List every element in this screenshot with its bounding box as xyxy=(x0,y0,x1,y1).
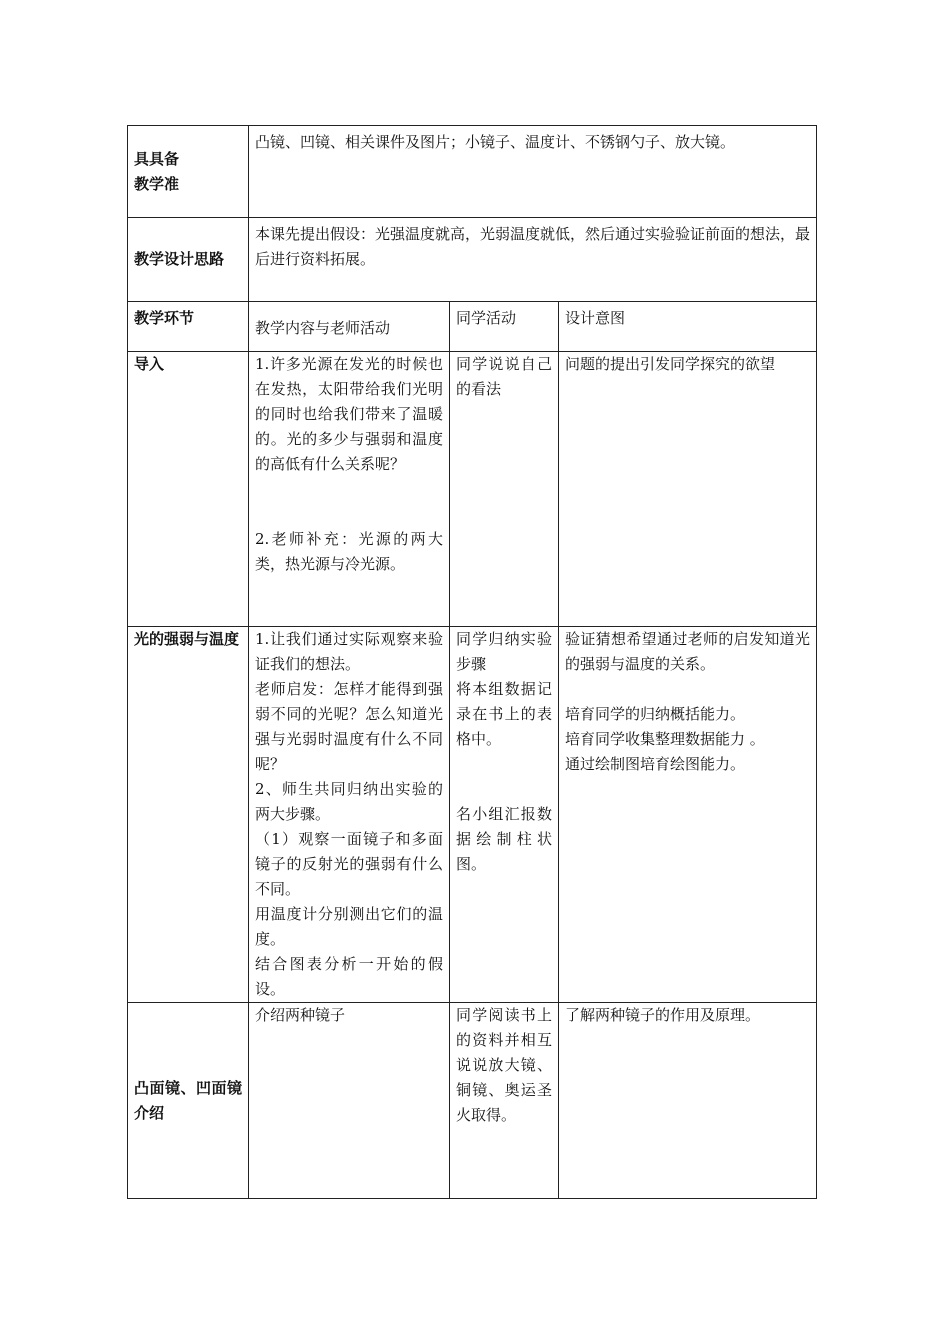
intro-intent-cell xyxy=(559,352,817,627)
mirror-content-cell xyxy=(249,1003,450,1199)
mirror-student-cell xyxy=(450,1003,559,1199)
light-intent-p2: 培育同学的归纳概括能力。 xyxy=(565,705,746,723)
mirror-student: 同学阅读书上的资料并相互说说放大镜、铜镜、奥运圣火取得。 xyxy=(456,1006,552,1124)
mirror-content: 介绍两种镜子 xyxy=(255,1006,346,1024)
header-content-col: 教学内容与老师活动 xyxy=(249,302,450,352)
design-content: 本课先提出假设：光强温度就高，光弱温度就低，然后通过实验验证前面的想法，最后进行资料拓展。 xyxy=(255,225,811,268)
design-label: 教学设计思路 xyxy=(128,218,249,302)
light-student-p3: 名小组汇报数据绘制柱状图。 xyxy=(456,805,552,873)
light-content-line: 1.让我们通过实际观察来验证我们的想法。 xyxy=(255,630,443,673)
light-content-line: 用温度计分别测出它们的温度。 xyxy=(255,905,443,948)
intro-label: 导入 xyxy=(128,352,249,627)
light-student-cell xyxy=(450,627,559,1003)
mirror-row xyxy=(128,1003,817,1199)
header-intent-col: 设计意图 xyxy=(559,302,817,352)
intro-content-p2: 2.老师补充：光源的两大类，热光源与冷光源。 xyxy=(255,530,443,573)
light-intent-p3: 培育同学收集整理数据能力 。 xyxy=(565,730,765,748)
mirror-intent: 了解两种镜子的作用及原理。 xyxy=(565,1006,761,1024)
design-row xyxy=(128,218,817,302)
light-student-p1: 同学归纳实验步骤 xyxy=(456,630,552,673)
prep-content: 凸镜、凹镜、相关课件及图片；小镜子、温度计、不锈钢勺子、放大镜。 xyxy=(255,133,736,151)
intro-student: 同学说说自己的看法 xyxy=(456,355,552,398)
light-content-line: 结合图表分析一开始的假设。 xyxy=(255,955,443,998)
light-student-gap xyxy=(456,752,552,802)
light-content-line: （1）观察一面镜子和多面镜子的反射光的强弱有什么不同。 xyxy=(255,830,443,898)
light-student-p2: 将本组数据记录在书上的表格中。 xyxy=(456,680,552,748)
light-intent-cell xyxy=(559,627,817,1003)
intro-row xyxy=(128,352,817,627)
design-content-cell xyxy=(249,218,817,302)
prep-label-line1: 具具备 xyxy=(134,149,180,168)
mirror-label: 凸面镜、凹面镜介绍 xyxy=(128,1003,249,1199)
prep-content-cell xyxy=(249,126,817,218)
light-intent-p1: 验证猜想希望通过老师的启发知道光的强弱与温度的关系。 xyxy=(565,630,811,673)
prep-label-line2: 教学准 xyxy=(134,174,180,193)
intro-student-cell xyxy=(450,352,559,627)
light-intent-p4: 通过绘制图培育绘图能力。 xyxy=(565,755,746,773)
intro-content-cell xyxy=(249,352,450,627)
light-content-line: 2、师生共同归纳出实验的两大步骤。 xyxy=(255,780,443,823)
prep-row xyxy=(128,126,817,218)
lesson-plan-table xyxy=(127,125,817,1199)
light-label: 光的强弱与温度 xyxy=(128,627,249,1003)
intro-intent: 问题的提出引发同学探究的欲望 xyxy=(565,355,776,373)
header-row xyxy=(128,302,817,352)
light-intent-gap xyxy=(565,677,810,702)
mirror-intent-cell xyxy=(559,1003,817,1199)
prep-label-cell xyxy=(128,126,249,218)
header-student-col: 同学活动 xyxy=(450,302,559,352)
intro-gap xyxy=(255,477,443,527)
light-row xyxy=(128,627,817,1003)
intro-content-p1: 1.许多光源在发光的时候也在发热，太阳带给我们光明的同时也给我们带来了温暖的。光的多少与强弱和温度的高低有什么关系呢？ xyxy=(255,355,443,473)
header-stage-label: 教学环节 xyxy=(128,302,249,352)
light-content-line: 老师启发：怎样才能得到强弱不同的光呢？怎么知道光强与光弱时温度有什么不同呢？ xyxy=(255,680,443,773)
light-content-cell xyxy=(249,627,450,1003)
